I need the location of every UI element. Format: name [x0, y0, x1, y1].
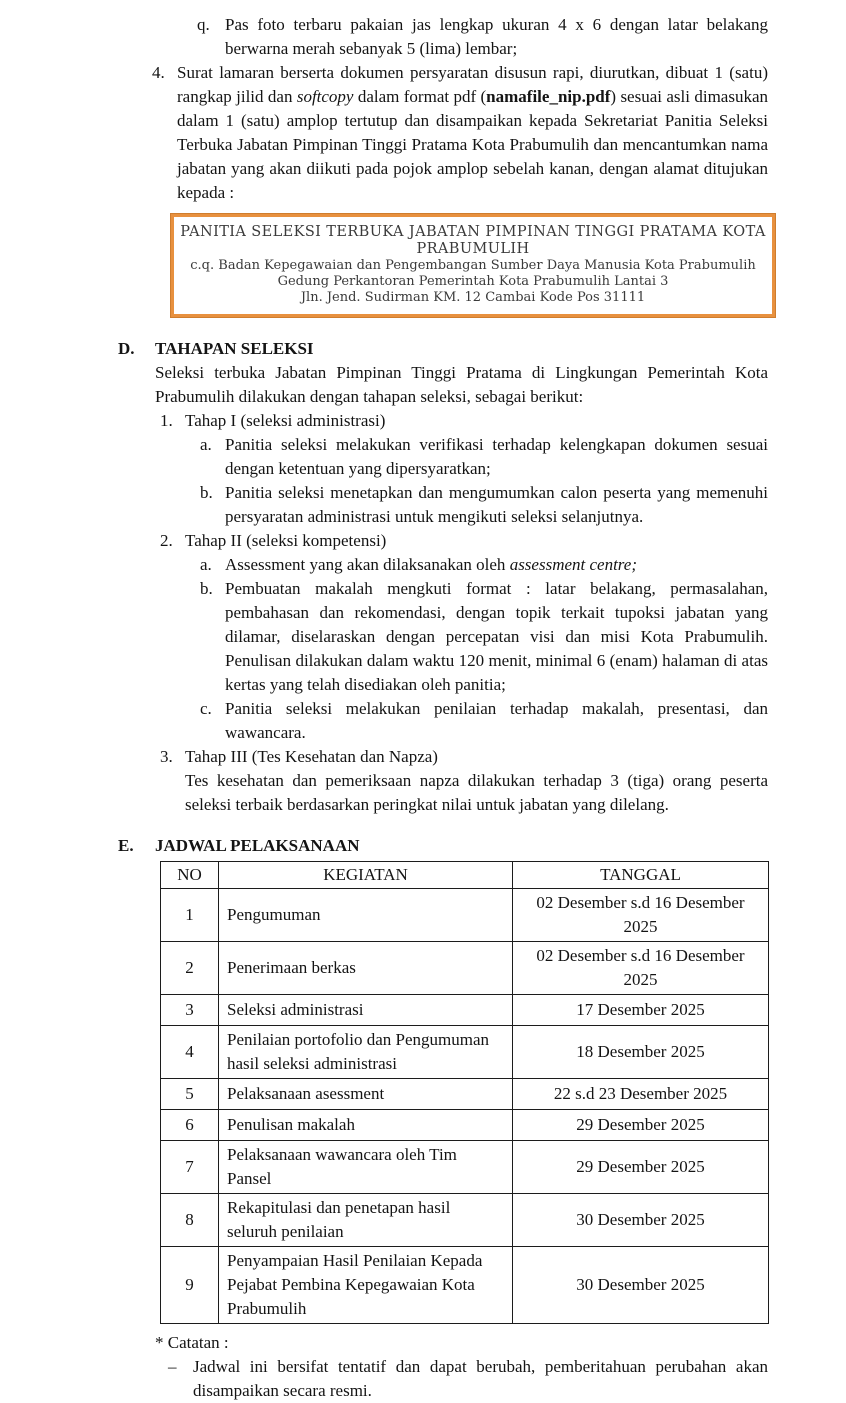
section-jadwal-pelaksanaan	[0, 834, 846, 1324]
row-5-kegiatan: Pelaksanaan asessment	[219, 1079, 513, 1110]
section-tahapan-seleksi	[0, 337, 846, 817]
address-line-street: Jln. Jend. Sudirman KM. 12 Cambai Kode Pos 31111	[300, 290, 646, 305]
stage-2-sub-a	[200, 553, 768, 577]
stage-2-title: Tahap II (seleksi kompetensi)	[185, 531, 387, 550]
row-8-tanggal: 30 Desember 2025	[513, 1194, 769, 1247]
row-1-no: 1	[161, 889, 219, 942]
row-9-no: 9	[161, 1247, 219, 1324]
stage-2-sub-a-italic: assessment centre;	[509, 555, 637, 574]
stage-2-sub-a-text	[225, 553, 768, 577]
stage-2-sub-b	[200, 577, 768, 697]
stage-2-sub-b-marker: b.	[200, 579, 213, 598]
row-4-tanggal: 18 Desember 2025	[513, 1026, 769, 1079]
schedule-table	[160, 861, 769, 1324]
section-d-title: TAHAPAN SELEKSI	[155, 339, 314, 358]
stage-1	[160, 409, 768, 433]
list-item-q	[197, 13, 768, 61]
item-4-seg5: ) sesuai asli dimasukan dalam 1 (satu) amplop tertutup dan disampaikan kepada Sekretariat Panitia Seleksi Terbuka Jabatan Pimpinan Tinggi Pratama Kota Prabumulih dan mencantumkan nama jabatan yang akan diikuti pada pojok amplop sebelah kanan, dengan alamat ditujukan kepada :	[177, 87, 768, 202]
address-line-agency: c.q. Badan Kepegawaian dan Pengembangan Sumber Daya Manusia Kota Prabumulih	[190, 258, 756, 273]
note-dash-marker: –	[168, 1357, 177, 1376]
table-row	[161, 995, 769, 1026]
list-marker-4: 4.	[152, 63, 165, 82]
header-kegiatan: KEGIATAN	[219, 862, 513, 889]
stage-3-marker: 3.	[160, 747, 173, 766]
stage-2	[160, 529, 768, 553]
stage-3-body: Tes kesehatan dan pemeriksaan napza dilakukan terhadap 3 (tiga) orang peserta seleksi terbaik berdasarkan peringkat nilai untuk jabatan yang dilelang.	[185, 771, 768, 814]
table-row	[161, 1026, 769, 1079]
list-item-q-text: Pas foto terbaru pakaian jas lengkap ukuran 4 x 6 dengan latar belakang berwarna merah sebanyak 5 (lima) lembar;	[225, 15, 768, 58]
header-tanggal: TANGGAL	[513, 862, 769, 889]
address-line-committee: PANITIA SELEKSI TERBUKA JABATAN PIMPINAN TINGGI PRATAMA KOTA PRABUMULIH	[180, 224, 766, 257]
table-row	[161, 1079, 769, 1110]
note-text: Jadwal ini bersifat tentatif dan dapat berubah, pemberitahuan perubahan akan disampaikan secara resmi.	[193, 1357, 768, 1400]
section-d-intro: Seleksi terbuka Jabatan Pimpinan Tinggi Pratama di Lingkungan Pemerintah Kota Prabumulih dilakukan dengan tahapan seleksi, sebagai berikut:	[155, 363, 768, 406]
row-7-tanggal: 29 Desember 2025	[513, 1141, 769, 1194]
address-line-building: Gedung Perkantoran Pemerintah Kota Prabumulih Lantai 3	[277, 274, 669, 289]
row-2-kegiatan: Penerimaan berkas	[219, 942, 513, 995]
section-d-content	[155, 337, 768, 817]
section-e-title: JADWAL PELAKSANAAN	[155, 836, 360, 855]
stage-2-marker: 2.	[160, 531, 173, 550]
row-5-no: 5	[161, 1079, 219, 1110]
stage-2-sub-c-text: Panitia seleksi melakukan penilaian terhadap makalah, presentasi, dan wawancara.	[225, 699, 768, 742]
row-3-no: 3	[161, 995, 219, 1026]
list-marker-q: q.	[197, 15, 210, 34]
stage-1-sub-b-marker: b.	[200, 483, 213, 502]
stage-3-title: Tahap III (Tes Kesehatan dan Napza)	[185, 747, 438, 766]
stage-1-sub-b	[200, 481, 768, 529]
item-4-seg1: Surat lamaran berserta dokumen persyaratan disusun rapi, diurutkan, dibuat 1 (satu) rangkap jilid dan	[177, 63, 768, 106]
list-item-4	[152, 61, 768, 205]
stage-1-marker: 1.	[160, 411, 173, 430]
stage-1-title: Tahap I (seleksi administrasi)	[185, 411, 386, 430]
row-4-no: 4	[161, 1026, 219, 1079]
row-6-kegiatan: Penulisan makalah	[219, 1110, 513, 1141]
section-d-label: D.	[118, 339, 135, 358]
stage-2-sub-a-pre: Assessment yang akan dilaksanakan oleh	[225, 555, 510, 574]
row-2-no: 2	[161, 942, 219, 995]
row-2-tanggal: 02 Desember s.d 16 Desember 2025	[513, 942, 769, 995]
row-3-kegiatan: Seleksi administrasi	[219, 995, 513, 1026]
note-item	[168, 1355, 768, 1403]
item-4-filename-bold: namafile_nip.pdf	[486, 87, 611, 106]
row-9-kegiatan: Penyampaian Hasil Penilaian Kepada Pejabat Pembina Kepegawaian Kota Prabumulih	[219, 1247, 513, 1324]
row-3-tanggal: 17 Desember 2025	[513, 995, 769, 1026]
row-7-kegiatan: Pelaksanaan wawancara oleh Tim Pansel	[219, 1141, 513, 1194]
stage-2-sub-a-marker: a.	[200, 555, 212, 574]
item-4-softcopy-italic: softcopy	[296, 87, 354, 106]
row-8-no: 8	[161, 1194, 219, 1247]
stage-3	[160, 745, 768, 769]
row-6-no: 6	[161, 1110, 219, 1141]
table-row	[161, 1110, 769, 1141]
row-1-kegiatan: Pengumuman	[219, 889, 513, 942]
table-row	[161, 942, 769, 995]
row-4-kegiatan: Penilaian portofolio dan Pengumuman hasil seleksi administrasi	[219, 1026, 513, 1079]
note-label: * Catatan :	[155, 1333, 229, 1352]
stage-1-sub-a	[200, 433, 768, 481]
table-row	[161, 1247, 769, 1324]
header-no: NO	[161, 862, 219, 889]
table-row	[161, 1141, 769, 1194]
section-e-label: E.	[118, 836, 134, 855]
stage-1-sub-b-text: Panitia seleksi menetapkan dan mengumumkan calon peserta yang memenuhi persyaratan administrasi untuk mengikuti seleksi selanjutnya.	[225, 483, 768, 526]
row-5-tanggal: 22 s.d 23 Desember 2025	[513, 1079, 769, 1110]
row-1-tanggal: 02 Desember s.d 16 Desember 2025	[513, 889, 769, 942]
row-7-no: 7	[161, 1141, 219, 1194]
stage-2-sub-c	[200, 697, 768, 745]
stage-1-sub-a-marker: a.	[200, 435, 212, 454]
table-row	[161, 889, 769, 942]
stage-1-sub-a-text: Panitia seleksi melakukan verifikasi terhadap kelengkapan dokumen sesuai dengan ketentuan yang dipersyaratkan;	[225, 435, 768, 478]
item-4-seg3: dalam format pdf (	[353, 87, 487, 106]
table-row	[161, 1194, 769, 1247]
row-8-kegiatan: Rekapitulasi dan penetapan hasil seluruh penilaian	[219, 1194, 513, 1247]
list-item-4-text	[177, 61, 768, 205]
section-e-content	[155, 834, 768, 1324]
stage-2-sub-c-marker: c.	[200, 699, 212, 718]
row-9-tanggal: 30 Desember 2025	[513, 1247, 769, 1324]
stage-2-sub-b-text: Pembuatan makalah mengkuti format : latar belakang, permasalahan, pembahasan dan rekomendasi, dengan topik terkait tupoksi jabatan yang dilamar, diselaraskan dengan percepatan visi dan misi Kota Prabumulih. Penulisan dilakukan dalam waktu 120 menit, minimal 6 (enam) halaman di atas kertas yang telah disediakan oleh panitia;	[225, 579, 768, 694]
schedule-header-row	[161, 862, 769, 889]
row-6-tanggal: 29 Desember 2025	[513, 1110, 769, 1141]
address-box	[171, 214, 775, 317]
